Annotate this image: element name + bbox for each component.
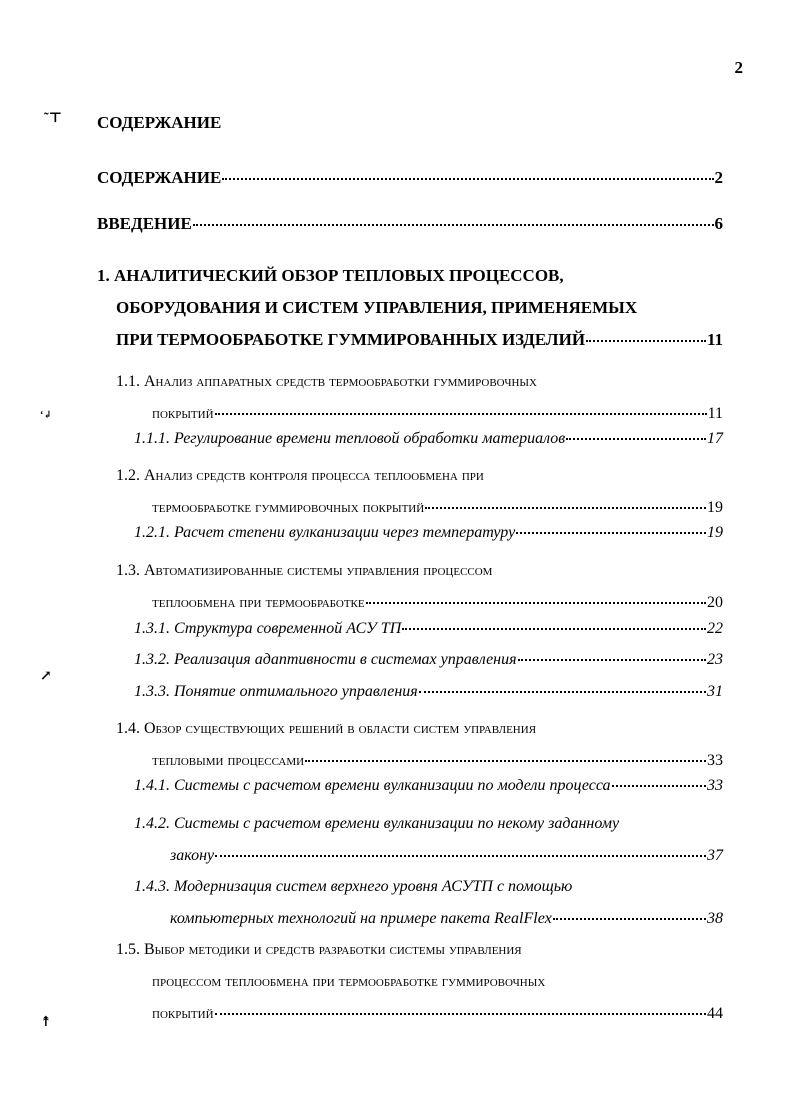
toc-entry[interactable] (134, 429, 723, 449)
toc-entry-title: 1.2. Анализ средств контроля процесса теплообмена при (116, 467, 484, 484)
leader-dots (215, 1013, 706, 1015)
leader-dots (193, 224, 714, 226)
toc-entry[interactable] (97, 168, 723, 188)
toc-entry-title-cont: процессом теплообмена при термообработке гуммировочных (152, 973, 546, 990)
toc-entry-title: 1. АНАЛИТИЧЕСКИЙ ОБЗОР ТЕПЛОВЫХ ПРОЦЕССОВ, (97, 266, 564, 285)
toc-entry-page: 19 (707, 499, 723, 516)
toc-entry-title: 1.5. Выбор методики и средств разработки системы управления (116, 941, 522, 958)
toc-entry-page: 37 (707, 847, 723, 864)
leader-dots (516, 532, 706, 534)
leader-dots (222, 178, 713, 180)
toc-entry[interactable] (134, 776, 723, 796)
toc-entry-title: 1.1.1. Регулирование времени тепловой обработки материалов (134, 430, 566, 447)
toc-entry-title-cont: покрытий (152, 405, 214, 422)
leader-dots (215, 413, 707, 415)
toc-entry-page: 38 (707, 910, 723, 927)
toc-entry-page: 22 (707, 620, 723, 637)
toc-entry[interactable] (97, 260, 723, 356)
toc-entry[interactable] (134, 808, 723, 872)
toc-entry-title-cont: теплообмена при термообработке (152, 594, 365, 611)
toc-entry-title: 1.4.1. Системы с расчетом времени вулканизации по модели процесса (134, 777, 611, 794)
toc-entry-title: ВВЕДЕНИЕ (97, 214, 192, 233)
toc-entry-title: 1.3.3. Понятие оптимального управления (134, 683, 418, 700)
toc-entry-title-cont: термообработке гуммировочных покрытий (152, 499, 425, 516)
toc-entry[interactable] (134, 871, 723, 935)
toc-entry[interactable] (134, 619, 723, 639)
toc-entry-title: 1.3. Автоматизированные системы управления процессом (116, 562, 493, 579)
toc-entry-title: 1.4.2. Системы с расчетом времени вулканизации по некому заданному (134, 815, 620, 832)
toc-entry[interactable] (116, 934, 723, 1030)
leader-dots (612, 785, 706, 787)
toc-entry-page: 20 (707, 594, 723, 611)
leader-dots (402, 628, 706, 630)
toc-entry[interactable] (134, 650, 723, 670)
toc-entry-page: 23 (707, 651, 723, 668)
toc-entry-page: 44 (707, 1005, 723, 1022)
leader-dots (305, 760, 706, 762)
scan-speck: ʻ↲ (40, 410, 52, 421)
toc-entry-title: 1.2.1. Расчет степени вулканизации через температуру (134, 524, 516, 541)
leader-dots (419, 691, 706, 693)
leader-dots (518, 659, 706, 661)
scan-speck: ˜⊤ (44, 111, 63, 126)
toc-entry-title: 1.4. Обзор существующих решений в области систем управления (116, 720, 537, 737)
leader-dots (586, 340, 706, 342)
toc-entry-page: 2 (714, 168, 723, 187)
toc-entry[interactable] (116, 555, 723, 619)
toc-entry[interactable] (116, 460, 723, 524)
leader-dots (566, 438, 706, 440)
leader-dots (553, 918, 706, 920)
toc-entry-page: 33 (707, 752, 723, 769)
toc-entry-title-cont: тепловыми процессами (152, 752, 305, 769)
toc-heading: СОДЕРЖАНИЕ (97, 113, 222, 132)
toc-entry-title-cont: компьютерных технологий на примере пакета RealFlex (170, 910, 552, 927)
toc-entry-title: 1.3.1. Структура современной АСУ ТП (134, 620, 402, 637)
toc-entry-page: 11 (707, 405, 723, 422)
toc-entry-page: 19 (707, 524, 723, 541)
toc-entry-page: 17 (707, 430, 723, 447)
toc-entry-title: СОДЕРЖАНИЕ (97, 168, 222, 187)
leader-dots (425, 507, 706, 509)
toc-entry-title: 1.4.3. Модернизация систем верхнего уровня АСУТП с помощью (134, 878, 573, 895)
toc-entry[interactable] (116, 713, 723, 777)
scan-speck: ↗ (40, 669, 52, 684)
toc-entry-page: 31 (707, 683, 723, 700)
toc-entry-title-cont: покрытий (152, 1005, 214, 1022)
toc-entry[interactable] (116, 366, 723, 430)
scan-speck: ↟ (40, 1015, 52, 1030)
toc-entry-page: 33 (707, 777, 723, 794)
toc-entry-title: 1.3.2. Реализация адаптивности в системах управления (134, 651, 517, 668)
toc-entry-title: 1.1. Анализ аппаратных средств термообработки гуммировочных (116, 373, 537, 390)
toc-entry-title-cont: ПРИ ТЕРМООБРАБОТКЕ ГУММИРОВАННЫХ ИЗДЕЛИЙ (116, 330, 586, 349)
leader-dots (366, 602, 706, 604)
page-number: 2 (734, 58, 743, 77)
toc-entry[interactable] (97, 214, 723, 234)
toc-entry-page: 6 (714, 214, 723, 233)
toc-entry-title-cont: закону (170, 847, 215, 864)
toc-entry[interactable] (134, 682, 723, 702)
toc-entry[interactable] (134, 523, 723, 543)
toc-entry-title-cont: ОБОРУДОВАНИЯ И СИСТЕМ УПРАВЛЕНИЯ, ПРИМЕНЯЕМЫХ (116, 298, 638, 317)
toc-entry-page: 11 (706, 330, 723, 349)
leader-dots (215, 855, 706, 857)
